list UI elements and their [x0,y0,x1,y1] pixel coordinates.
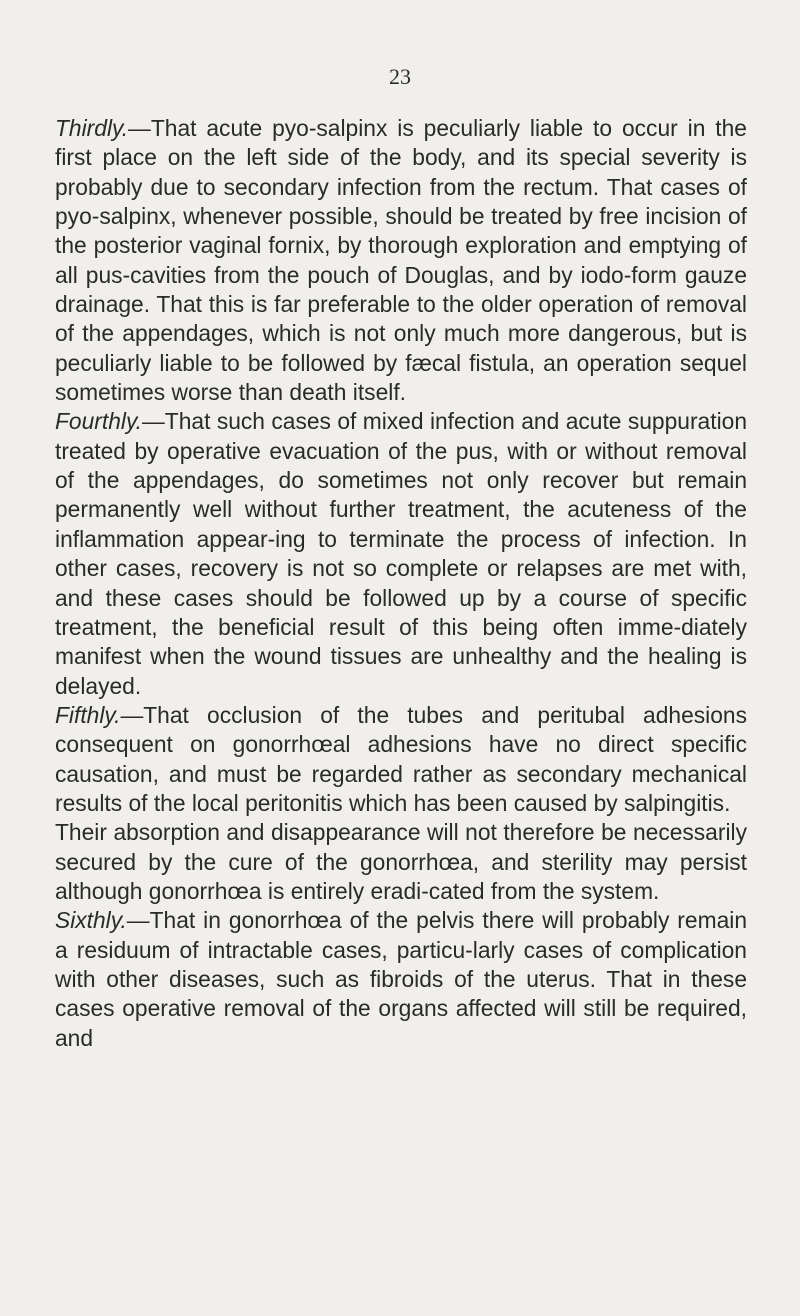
paragraph-text-fifthly: —That occlusion of the tubes and peritubal adhesions consequent on gonorrhœal adhesions have no direct specific causation, and must be regarded rather as secondary mechanical results of the local peritonitis which has been caused by salpingitis. [55,701,747,816]
paragraph-text-their-absorption: Their absorption and disappearance will not therefore be necessarily secured by the cure of the gonorrhœa, and sterility may persist although gonorrhœa is entirely eradi-cated from the system. [55,819,747,904]
paragraph-text-fourthly: —That such cases of mixed infection and acute suppuration treated by operative evacuation of the pus, with or without removal of the appendages, do sometimes not only recover but remain permanently well without further treatment, the acuteness of the inflammation appear-ing to terminate the process of infection. In other cases, recovery is not so complete or relapses are met with, and these cases should be followed up by a course of specific treatment, the beneficial result of this being often imme-diately manifest when the wound tissues are unhealthy and the healing is delayed. [55,408,747,699]
body-text [55,114,747,1053]
paragraph-fourthly [55,407,747,700]
page-number: 23 [389,64,411,89]
paragraph-their-absorption [55,818,747,906]
paragraph-sixthly [55,906,747,1053]
paragraph-thirdly [55,114,747,407]
paragraph-text-thirdly: —That acute pyo-salpinx is peculiarly liable to occur in the first place on the left side of the body, and its special severity is probably due to secondary infection from the rectum. That cases of pyo-salpinx, whenever possible, should be treated by free incision of the posterior vaginal fornix, by thorough exploration and emptying of all pus-cavities from the pouch of Douglas, and by iodo-form gauze drainage. That this is far preferable to the older operation of removal of the appendages, which is not only much more dangerous, but is peculiarly liable to be followed by fæcal fistula, an operation sequel sometimes worse than death itself. [55,115,747,406]
paragraph-lead-sixthly: Sixthly. [55,907,127,934]
paragraph-lead-fifthly: Fifthly. [55,701,121,728]
paragraph-fifthly [55,701,747,818]
paragraph-lead-thirdly: Thirdly. [55,115,129,141]
paragraph-text-sixthly: —That in gonorrhœa of the pelvis there will probably remain a residuum of intractable cases, particu-larly cases of complication with other diseases, such as fibroids of the uterus. That in these cases operative removal of the organs affected will still be required, and [55,907,747,1051]
paragraph-lead-fourthly: Fourthly. [55,408,142,435]
